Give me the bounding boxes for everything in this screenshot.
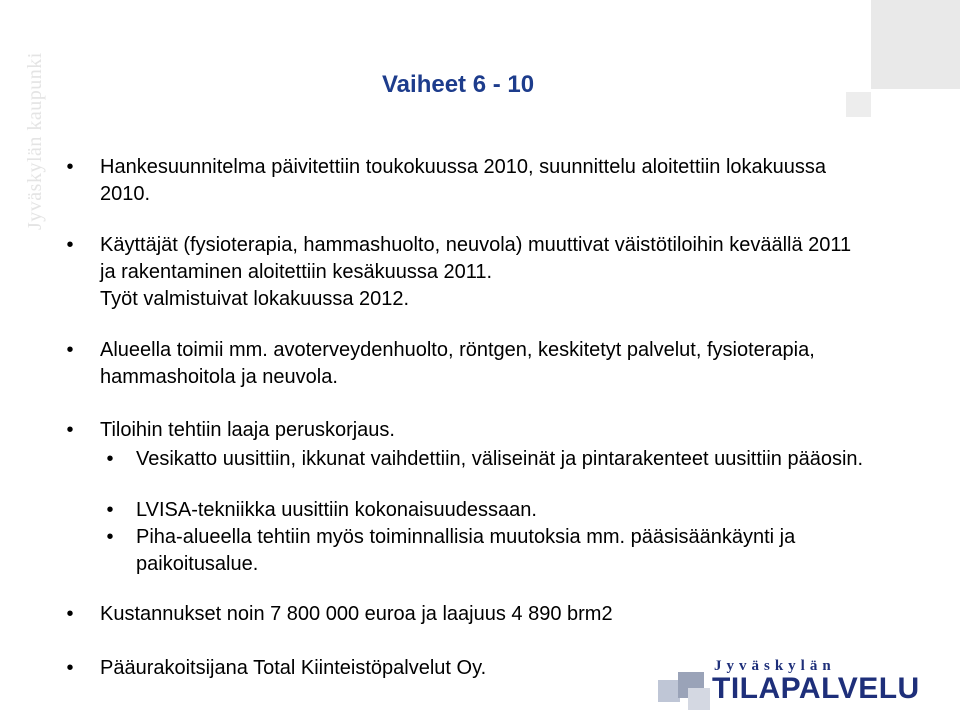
tilapalvelu-logo [658,658,928,710]
bullet-continuation [100,286,860,313]
bullet-item [66,337,860,391]
sub-bullet-text: Piha-alueella tehtiin myös toiminnallisia muutoksia mm. pääsisäänkäynti ja paikoitusalue. [136,526,796,575]
bullet-marker: • [106,526,114,548]
logo-squares-icon [658,672,718,710]
bullet-text: Työt valmistuivat lokakuussa 2012. [100,288,410,310]
bullet-marker: • [66,603,74,625]
decor-square-large [871,0,960,89]
bullet-marker: • [106,448,114,470]
bullet-marker: • [106,499,114,521]
bullet-marker: • [66,419,74,441]
bullet-marker: • [66,657,74,679]
bullet-text: Pääurakoitsijana Total Kiinteistöpalvelut Oy. [100,657,487,679]
sub-bullet-text: Vesikatto uusittiin, ikkunat vaihdettiin, väliseinät ja pintarakenteet uusittiin pääosin. [136,448,864,470]
bullet-text: Kustannukset noin 7 800 000 euroa ja laajuus 4 890 brm2 [100,603,613,625]
bullet-marker: • [66,234,74,256]
watermark [0,0,46,260]
logo-top-text: Jyväskylän [714,658,836,674]
logo-main-text: TILAPALVELU [712,672,920,705]
bullet-marker: • [66,156,74,178]
bullet-text: Käyttäjät (fysioterapia, hammashuolto, neuvola) muuttivat väistötiloihin keväällä 2011 ja rakentaminen aloitettiin kesäkuussa 2011. [100,234,852,283]
bullet-marker: • [66,339,74,361]
sub-bullet-text: LVISA-tekniikka uusittiin kokonaisuudessaan. [136,499,537,521]
bullet-text: Tiloihin tehtiin laaja peruskorjaus. [100,419,395,441]
bullet-item [66,417,860,444]
bullet-text: Alueella toimii mm. avoterveydenhuolto, röntgen, keskitetyt palvelut, fysioterapia, hammashoitola ja neuvola. [100,339,815,388]
bullet-item [66,232,860,286]
sub-bullet-item [106,497,876,524]
bullet-item [66,154,860,208]
sub-bullet-item [106,446,876,473]
watermark-text: Jyväskylän kaupunki [24,52,46,230]
decor-square-small [846,92,871,117]
sub-bullet-item [106,524,876,578]
bullet-text: Hankesuunnitelma päivitettiin toukokuussa 2010, suunnittelu aloitettiin lokakuussa 2010. [100,156,827,205]
slide-title: Vaiheet 6 - 10 [382,71,535,98]
bullet-item [66,601,860,628]
